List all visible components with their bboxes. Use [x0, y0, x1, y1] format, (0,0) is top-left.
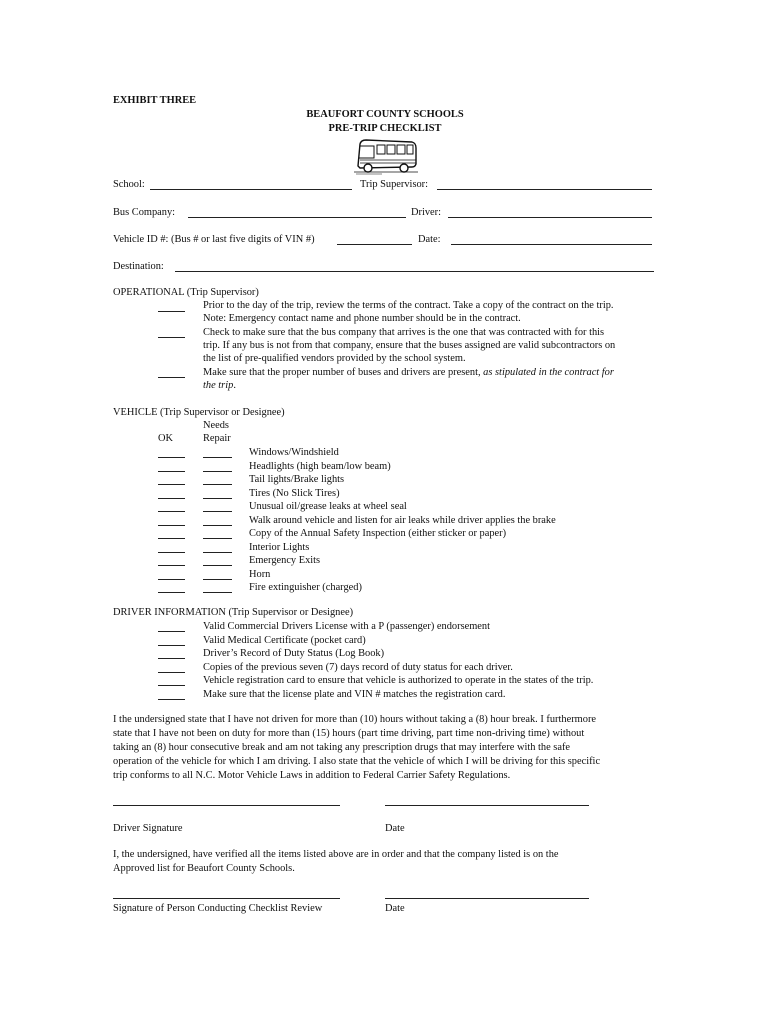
driver-info-heading: DRIVER INFORMATION (Trip Supervisor or Designee)	[113, 607, 354, 618]
driver-info-check[interactable]	[158, 685, 185, 686]
vehicle-item-label: Headlights (high beam/low beam)	[249, 460, 391, 472]
driver-info-check[interactable]	[158, 645, 185, 646]
page-title: PRE-TRIP CHECKLIST	[328, 123, 442, 134]
needs-repair-header-2: Repair	[203, 433, 231, 444]
destination-label: Destination:	[113, 261, 164, 272]
vehicle-needs-repair-check[interactable]	[203, 565, 232, 566]
school-bus-icon	[352, 136, 420, 176]
vehicle-item-label: Unusual oil/grease leaks at wheel seal	[249, 501, 407, 512]
vehicle-needs-repair-check[interactable]	[203, 511, 232, 512]
vehicle-item-label: Tires (No Slick Tires)	[249, 487, 340, 499]
needs-repair-header-1: Needs	[203, 420, 229, 431]
driver-label: Driver:	[411, 207, 442, 218]
vehicle-ok-check[interactable]	[158, 525, 185, 526]
statement-line-3: taking an (8) hour consecutive break and am not taking any prescription drugs that may interfere with the safe	[113, 742, 571, 753]
statement-line-1: I the undersigned state that I have not driven for more than (10) hours without taking a (8) hour break. I furthermore	[113, 714, 597, 725]
vehicle-id-field[interactable]	[337, 244, 412, 245]
vehicle-ok-check[interactable]	[158, 579, 185, 580]
driver-info-item-label: Driver’s Record of Duty Status (Log Book)	[203, 648, 385, 659]
vehicle-needs-repair-check[interactable]	[203, 525, 232, 526]
vehicle-needs-repair-check[interactable]	[203, 579, 232, 580]
vehicle-ok-check[interactable]	[158, 552, 185, 553]
operational-item-1-line-2: Note: Emergency contact name and phone number should be in the contract.	[203, 313, 521, 324]
operational-item-2-line-2: trip. If any bus is not from that company, ensure that the buses assigned are valid subcontractors on	[203, 340, 616, 351]
vehicle-ok-check[interactable]	[158, 511, 185, 512]
operational-check-2[interactable]	[158, 337, 185, 338]
driver-info-item-label: Copies of the previous seven (7) days record of duty status for each driver.	[203, 661, 513, 673]
school-label: School:	[113, 179, 145, 190]
org-name: BEAUFORT COUNTY SCHOOLS	[306, 109, 464, 120]
vehicle-ok-check[interactable]	[158, 484, 185, 485]
vehicle-item-label: Emergency Exits	[249, 555, 321, 566]
vehicle-needs-repair-check[interactable]	[203, 592, 232, 593]
vehicle-item-label: Copy of the Annual Safety Inspection (either sticker or paper)	[249, 528, 507, 539]
operational-check-1[interactable]	[158, 311, 185, 312]
operational-heading: OPERATIONAL (Trip Supervisor)	[113, 287, 259, 298]
operational-item-3-text: Make sure that the proper number of buses and drivers are present,	[203, 367, 484, 378]
vehicle-item-label: Walk around vehicle and listen for air leaks while driver applies the brake	[249, 514, 556, 526]
reviewer-signature-label: Signature of Person Conducting Checklist Review	[113, 903, 323, 914]
driver-signature-field[interactable]	[113, 805, 340, 806]
statement-line-4: operation of the vehicle for which I am driving. I also state that the vehicle of which I will be driving for this specific	[113, 756, 601, 767]
statement-line-2: state that I have not been on duty for more than (15) hours (part time driving, part time non-driving time) without	[113, 728, 585, 739]
vehicle-ok-check[interactable]	[158, 538, 185, 539]
driver-signature-date-label: Date	[385, 823, 405, 834]
reviewer-signature-date-label: Date	[385, 903, 405, 914]
operational-item-1-line-1: Prior to the day of the trip, review the terms of the contract. Take a copy of the contract on the trip.	[203, 300, 614, 311]
driver-field[interactable]	[448, 217, 652, 218]
driver-info-check[interactable]	[158, 631, 185, 632]
bus-company-label: Bus Company:	[113, 207, 176, 218]
vehicle-needs-repair-check[interactable]	[203, 498, 232, 499]
date-label: Date:	[418, 234, 441, 245]
driver-info-check[interactable]	[158, 672, 185, 673]
vehicle-item-label: Tail lights/Brake lights	[249, 474, 345, 485]
statement-line-5: trip conforms to all N.C. Motor Vehicle Laws in addition to Federal Carrier Safety Regulations.	[113, 770, 511, 781]
driver-info-check[interactable]	[158, 699, 185, 700]
bus-company-field[interactable]	[188, 217, 406, 218]
driver-info-item-label: Vehicle registration card to ensure that vehicle is authorized to operate in the states of the trip.	[203, 675, 594, 686]
trip-supervisor-field[interactable]	[437, 189, 652, 190]
operational-item-2-line-1: Check to make sure that the bus company that arrives is the one that was contracted with for this	[203, 327, 605, 338]
vehicle-id-label: Vehicle ID #: (Bus # or last five digits of VIN #)	[113, 234, 315, 245]
driver-signature-date-field[interactable]	[385, 805, 589, 806]
driver-info-item-label: Make sure that the license plate and VIN # matches the registration card.	[203, 688, 506, 700]
vehicle-needs-repair-check[interactable]	[203, 538, 232, 539]
vehicle-item-label: Fire extinguisher (charged)	[249, 582, 362, 593]
operational-item-3-period: .	[233, 380, 236, 391]
vehicle-ok-check[interactable]	[158, 457, 185, 458]
reviewer-signature-date-field[interactable]	[385, 898, 589, 899]
vehicle-heading: VEHICLE (Trip Supervisor or Designee)	[113, 407, 285, 418]
school-field[interactable]	[150, 189, 352, 190]
vehicle-needs-repair-check[interactable]	[203, 471, 232, 472]
operational-item-2-line-3: the list of pre-qualified vendors provided by the school system.	[203, 353, 466, 364]
vehicle-item-label: Windows/Windshield	[249, 447, 339, 458]
verify-line-1: I, the undersigned, have verified all the items listed above are in order and that the company listed is on the	[113, 849, 559, 860]
vehicle-needs-repair-check[interactable]	[203, 457, 232, 458]
trip-supervisor-label: Trip Supervisor:	[360, 179, 429, 190]
exhibit-label: EXHIBIT THREE	[113, 95, 197, 106]
date-field[interactable]	[451, 244, 652, 245]
vehicle-needs-repair-check[interactable]	[203, 484, 232, 485]
vehicle-needs-repair-check[interactable]	[203, 552, 232, 553]
operational-check-3[interactable]	[158, 377, 185, 378]
vehicle-ok-check[interactable]	[158, 565, 185, 566]
operational-item-3-italic: as stipulated in the contract for	[483, 367, 614, 378]
vehicle-ok-check[interactable]	[158, 471, 185, 472]
vehicle-ok-check[interactable]	[158, 592, 185, 593]
vehicle-item-label: Horn	[249, 568, 271, 580]
driver-info-item-label: Valid Commercial Drivers License with a P (passenger) endorsement	[203, 621, 490, 632]
vehicle-item-label: Interior Lights	[249, 541, 310, 553]
reviewer-signature-field[interactable]	[113, 898, 340, 899]
operational-item-3-italic-end: the trip	[203, 380, 234, 391]
destination-field[interactable]	[175, 271, 654, 272]
operational-item-3-line-1	[203, 366, 614, 379]
driver-signature-label: Driver Signature	[113, 823, 183, 834]
driver-info-check[interactable]	[158, 658, 185, 659]
ok-header: OK	[158, 433, 174, 444]
driver-info-item-label: Valid Medical Certificate (pocket card)	[203, 634, 366, 646]
operational-item-3-line-2	[203, 379, 236, 392]
verify-line-2: Approved list for Beaufort County Schools.	[113, 863, 295, 874]
vehicle-ok-check[interactable]	[158, 498, 185, 499]
